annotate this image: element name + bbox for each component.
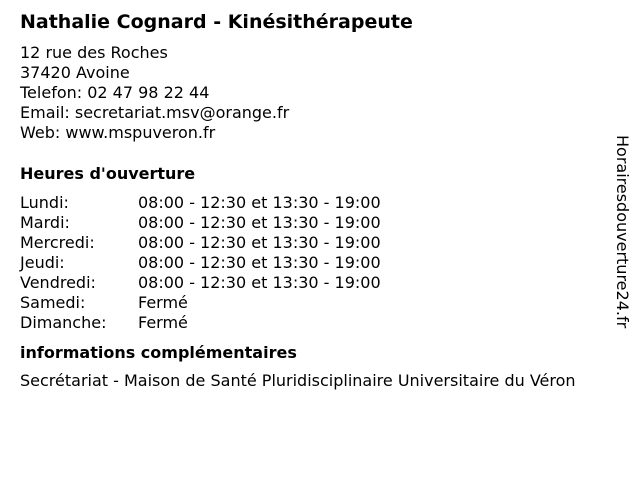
hours-row-friday bbox=[20, 273, 381, 293]
hours-row-wednesday bbox=[20, 233, 381, 253]
hours-value: Fermé bbox=[138, 313, 188, 332]
hours-value: 08:00 - 12:30 et 13:30 - 19:00 bbox=[138, 193, 381, 212]
page-title: Nathalie Cognard - Kinésithérapeute bbox=[20, 11, 413, 33]
hours-row-sunday bbox=[20, 313, 381, 333]
email-line: Email: secretariat.msv@orange.fr bbox=[20, 103, 290, 122]
day-label: Lundi: bbox=[20, 193, 69, 212]
business-card bbox=[20, 10, 620, 391]
hours-value: Fermé bbox=[138, 293, 188, 312]
hours-row-thursday bbox=[20, 253, 381, 273]
day-label: Jeudi: bbox=[20, 253, 65, 272]
address-street: 12 rue des Roches bbox=[20, 43, 168, 62]
hours-value: 08:00 - 12:30 et 13:30 - 19:00 bbox=[138, 253, 381, 272]
opening-hours-heading: Heures d'ouverture bbox=[20, 164, 196, 183]
hours-row-tuesday bbox=[20, 213, 381, 233]
day-label: Samedi: bbox=[20, 293, 86, 312]
hours-row-saturday bbox=[20, 293, 381, 313]
additional-info-heading: informations complémentaires bbox=[20, 343, 297, 362]
address-block bbox=[20, 43, 620, 143]
address-city: 37420 Avoine bbox=[20, 63, 130, 82]
day-label: Dimanche: bbox=[20, 313, 107, 332]
phone-line: Telefon: 02 47 98 22 44 bbox=[20, 83, 210, 102]
site-brand-watermark: Horairesdouverture24.fr bbox=[613, 135, 632, 329]
web-line: Web: www.mspuveron.fr bbox=[20, 123, 216, 142]
additional-info-text: Secrétariat - Maison de Santé Pluridisciplinaire Universitaire du Véron bbox=[20, 371, 576, 390]
hours-value: 08:00 - 12:30 et 13:30 - 19:00 bbox=[138, 233, 381, 252]
day-label: Mardi: bbox=[20, 213, 70, 232]
opening-hours-table bbox=[20, 193, 381, 333]
hours-value: 08:00 - 12:30 et 13:30 - 19:00 bbox=[138, 273, 381, 292]
hours-row-monday bbox=[20, 193, 381, 213]
hours-value: 08:00 - 12:30 et 13:30 - 19:00 bbox=[138, 213, 381, 232]
day-label: Vendredi: bbox=[20, 273, 96, 292]
day-label: Mercredi: bbox=[20, 233, 95, 252]
